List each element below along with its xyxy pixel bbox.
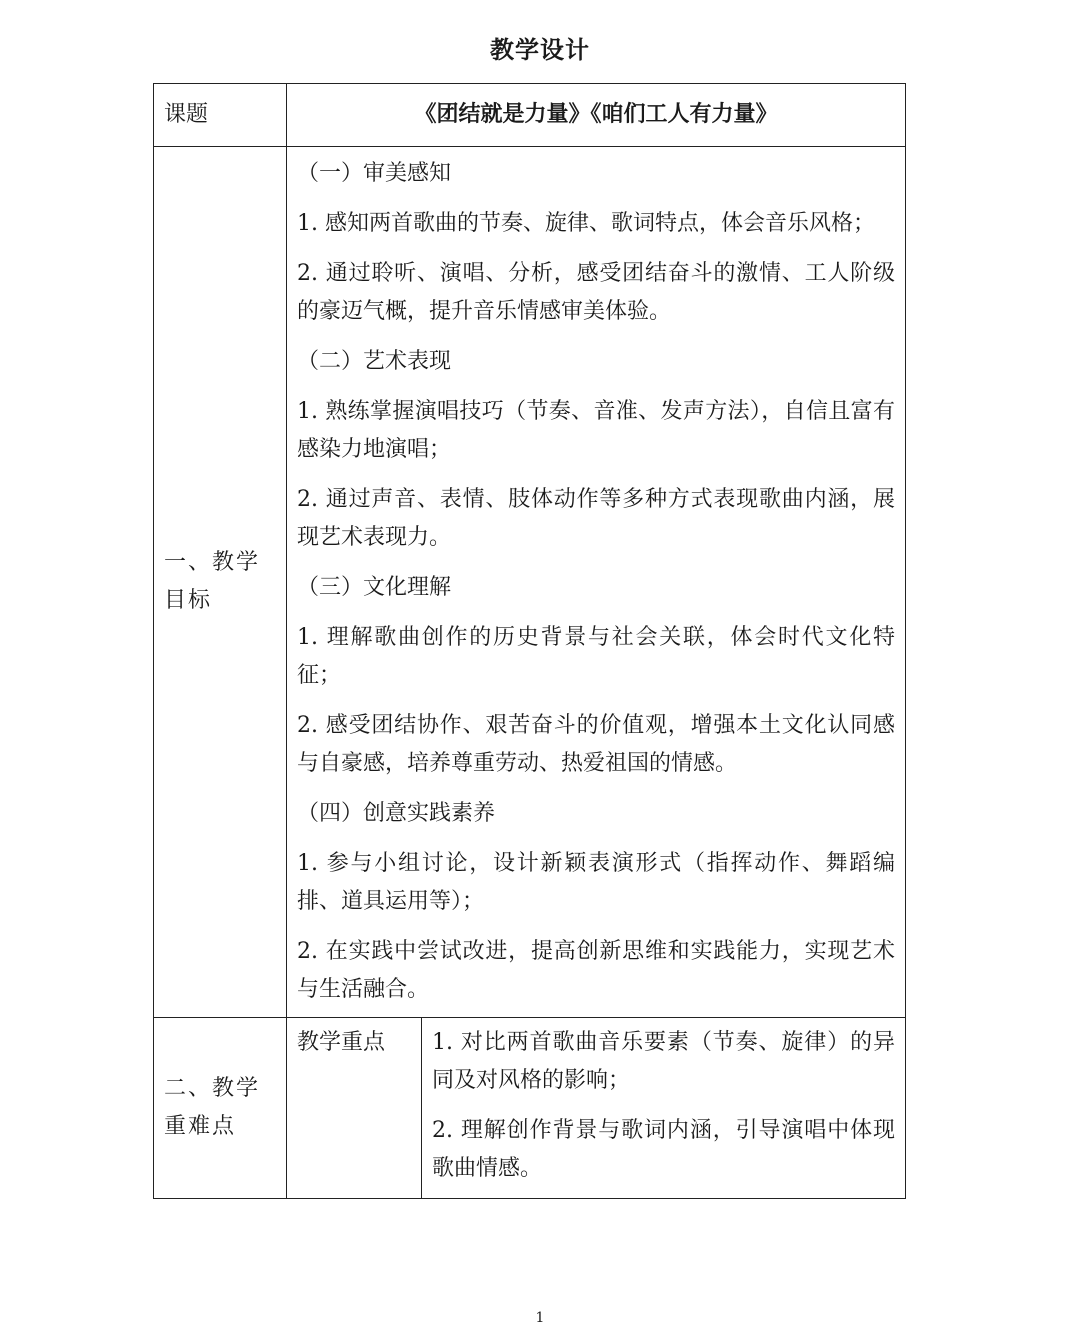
key-points-row xyxy=(154,1018,906,1199)
goal-item: 1. 参与小组讨论，设计新颖表演形式（指挥动作、舞蹈编排、道具运用等）； xyxy=(297,851,895,914)
goals-label: 一、教学目标 xyxy=(154,147,287,1018)
lesson-plan-table xyxy=(153,83,906,1199)
goal-section-heading: （二）艺术表现 xyxy=(297,349,452,374)
topic-label: 课题 xyxy=(154,84,287,147)
key-points-label: 二、教学重难点 xyxy=(154,1018,287,1199)
key-point-item: 2. 理解创作背景与歌词内涵，引导演唱中体现歌曲情感。 xyxy=(432,1118,895,1181)
goal-item: 1. 熟练掌握演唱技巧（节奏、音准、发声方法），自信且富有感染力地演唱； xyxy=(297,399,895,462)
goal-item: 1. 理解歌曲创作的历史背景与社会关联，体会时代文化特征； xyxy=(297,625,895,688)
key-points-content xyxy=(422,1018,906,1199)
goals-row xyxy=(154,147,906,1018)
goal-item: 2. 感受团结协作、艰苦奋斗的价值观，增强本土文化认同感与自豪感，培养尊重劳动、热爱祖国的情感。 xyxy=(297,713,895,776)
goal-item: 2. 通过聆听、演唱、分析，感受团结奋斗的激情、工人阶级的豪迈气概，提升音乐情感审美体验。 xyxy=(297,261,895,324)
goal-item: 2. 在实践中尝试改进，提高创新思维和实践能力，实现艺术与生活融合。 xyxy=(297,939,895,1002)
key-points-sub-label: 教学重点 xyxy=(287,1018,422,1199)
goals-content xyxy=(287,147,906,1018)
goal-item: 1. 感知两首歌曲的节奏、旋律、歌词特点，体会音乐风格； xyxy=(297,211,875,236)
goal-section-heading: （三）文化理解 xyxy=(297,575,452,600)
document-title: 教学设计 xyxy=(490,36,590,64)
page-number: 1 xyxy=(535,1310,545,1326)
goal-item: 2. 通过声音、表情、肢体动作等多种方式表现歌曲内涵，展现艺术表现力。 xyxy=(297,487,895,550)
key-point-item: 1. 对比两首歌曲音乐要素（节奏、旋律）的异同及对风格的影响； xyxy=(432,1030,895,1093)
topic-value: 《团结就是力量》《咱们工人有力量》 xyxy=(287,84,906,147)
goal-section-heading: （一）审美感知 xyxy=(297,161,452,186)
goal-section-heading: （四）创意实践素养 xyxy=(297,801,496,826)
topic-row xyxy=(154,84,906,147)
